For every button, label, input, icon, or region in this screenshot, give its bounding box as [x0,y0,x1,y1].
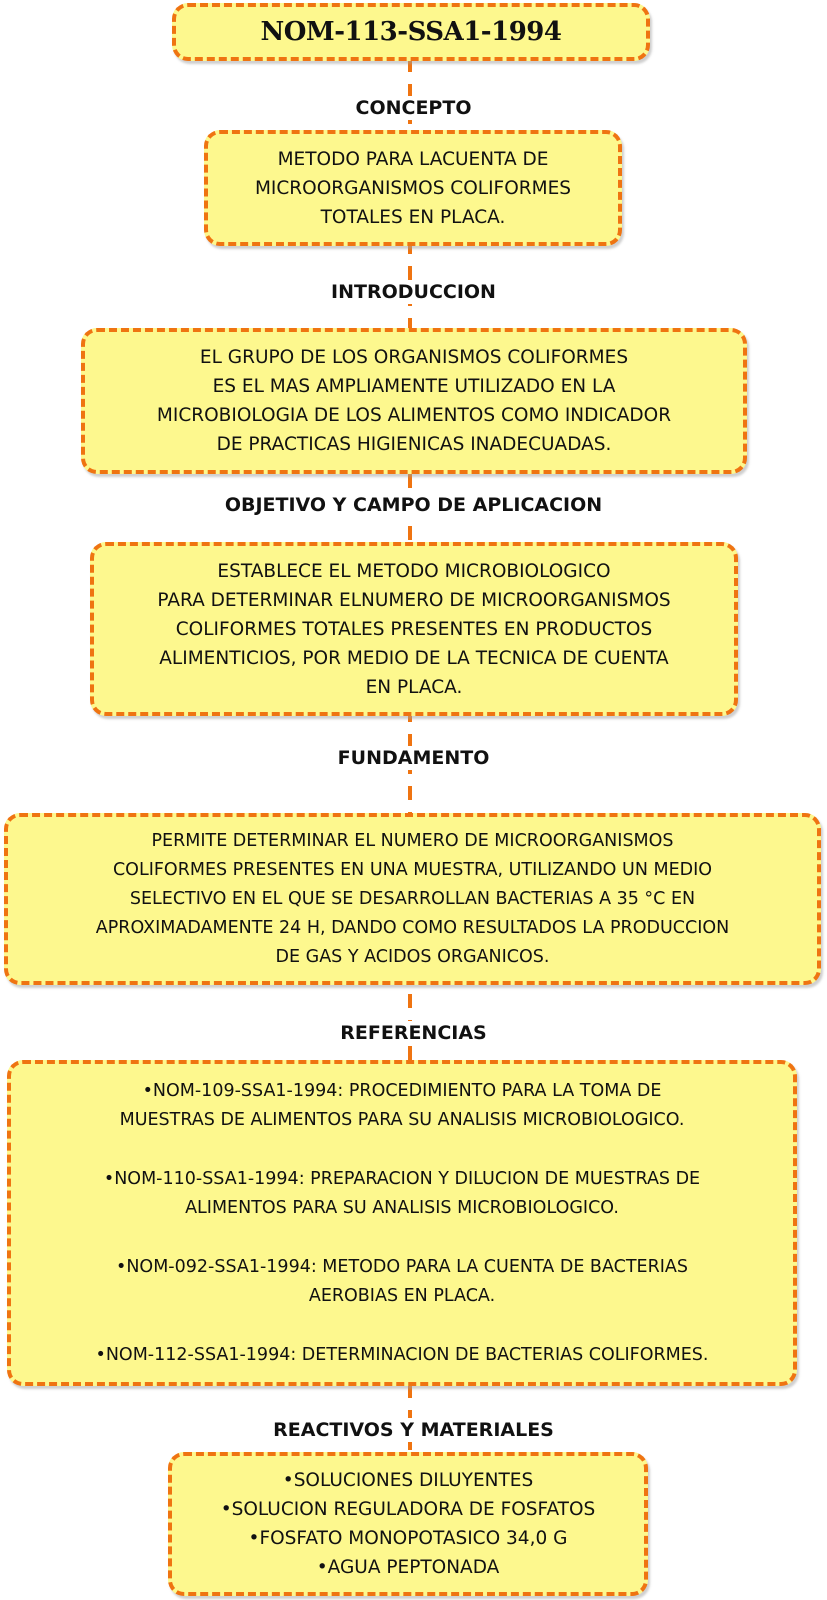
reference-item [116,1253,688,1311]
text-line: •NOM-110-SSA1-1994: PREPARACION Y DILUCION DE MUESTRAS DE [103,1168,701,1189]
text-line: •SOLUCIONES DILUYENTES [282,1470,534,1491]
text-line: MUESTRAS DE ALIMENTOS PARA SU ANALISIS MICROBIOLOGICO. [119,1109,685,1130]
reference-item [120,1077,685,1135]
heading-concepto: CONCEPTO [0,96,827,120]
heading-introduccion: INTRODUCCION [0,280,827,304]
text-line: EN PLACA. [365,676,463,698]
text-line: •NOM-092-SSA1-1994: METODO PARA LA CUENTA DE BACTERIAS [116,1256,688,1277]
text-line: •NOM-112-SSA1-1994: DETERMINACION DE BACTERIAS COLIFORMES. [95,1344,709,1365]
text-line: •AGUA PEPTONADA [316,1557,500,1578]
text-line: COLIFORMES PRESENTES EN UNA MUESTRA, UTILIZANDO UN MEDIO [112,859,713,880]
text-line: SELECTIVO EN EL QUE SE DESARROLLAN BACTERIAS A 35 °C EN [129,888,696,909]
heading-referencias: REFERENCIAS [0,1021,827,1045]
text-line: MICROORGANISMOS COLIFORMES [254,177,572,199]
heading-reactivos: REACTIVOS Y MATERIALES [0,1418,827,1442]
text-line: METODO PARA LACUENTA DE [277,148,549,170]
text-line: ALIMENTICIOS, POR MEDIO DE LA TECNICA DE CUENTA [159,647,669,669]
text-line: DE GAS Y ACIDOS ORGANICOS. [275,946,550,967]
reference-item [96,1341,709,1370]
text-line: EL GRUPO DE LOS ORGANISMOS COLIFORMES [199,347,629,368]
text-line: •NOM-109-SSA1-1994: PROCEDIMIENTO PARA LA TOMA DE [142,1080,662,1101]
text-line: APROXIMADAMENTE 24 H, DANDO COMO RESULTADOS LA PRODUCCION [95,917,730,938]
box-introduccion [81,328,747,474]
text-line: TOTALES EN PLACA. [320,206,506,228]
text-line: •FOSFATO MONOPOTASICO 34,0 G [248,1528,568,1549]
text-line: •SOLUCION REGULADORA DE FOSFATOS [220,1499,596,1520]
text-line: ESTABLECE EL METODO MICROBIOLOGICO [217,560,611,582]
heading-fundamento: FUNDAMENTO [0,746,827,770]
text-line: ES EL MAS AMPLIAMENTE UTILIZADO EN LA [212,376,616,397]
text-line: PARA DETERMINAR ELNUMERO DE MICROORGANISMOS [157,589,671,611]
box-reactivos [168,1452,648,1596]
box-fundamento [4,813,821,985]
heading-objetivo: OBJETIVO Y CAMPO DE APLICACION [0,493,827,517]
text-line: ALIMENTOS PARA SU ANALISIS MICROBIOLOGICO. [185,1197,619,1218]
text-line: AEROBIAS EN PLACA. [308,1285,496,1306]
text-line: DE PRACTICAS HIGIENICAS INADECUADAS. [216,434,612,455]
box-referencias [7,1060,797,1386]
box-concepto [204,130,622,246]
diagram-title: NOM-113-SSA1-1994 [260,16,562,47]
text-line: MICROBIOLOGIA DE LOS ALIMENTOS COMO INDICADOR [156,405,672,426]
reference-item [104,1165,700,1223]
text-line: PERMITE DETERMINAR EL NUMERO DE MICROORGANISMOS [151,830,674,851]
title-box [172,3,650,61]
text-line: COLIFORMES TOTALES PRESENTES EN PRODUCTOS [175,618,653,640]
box-objetivo [90,542,738,716]
